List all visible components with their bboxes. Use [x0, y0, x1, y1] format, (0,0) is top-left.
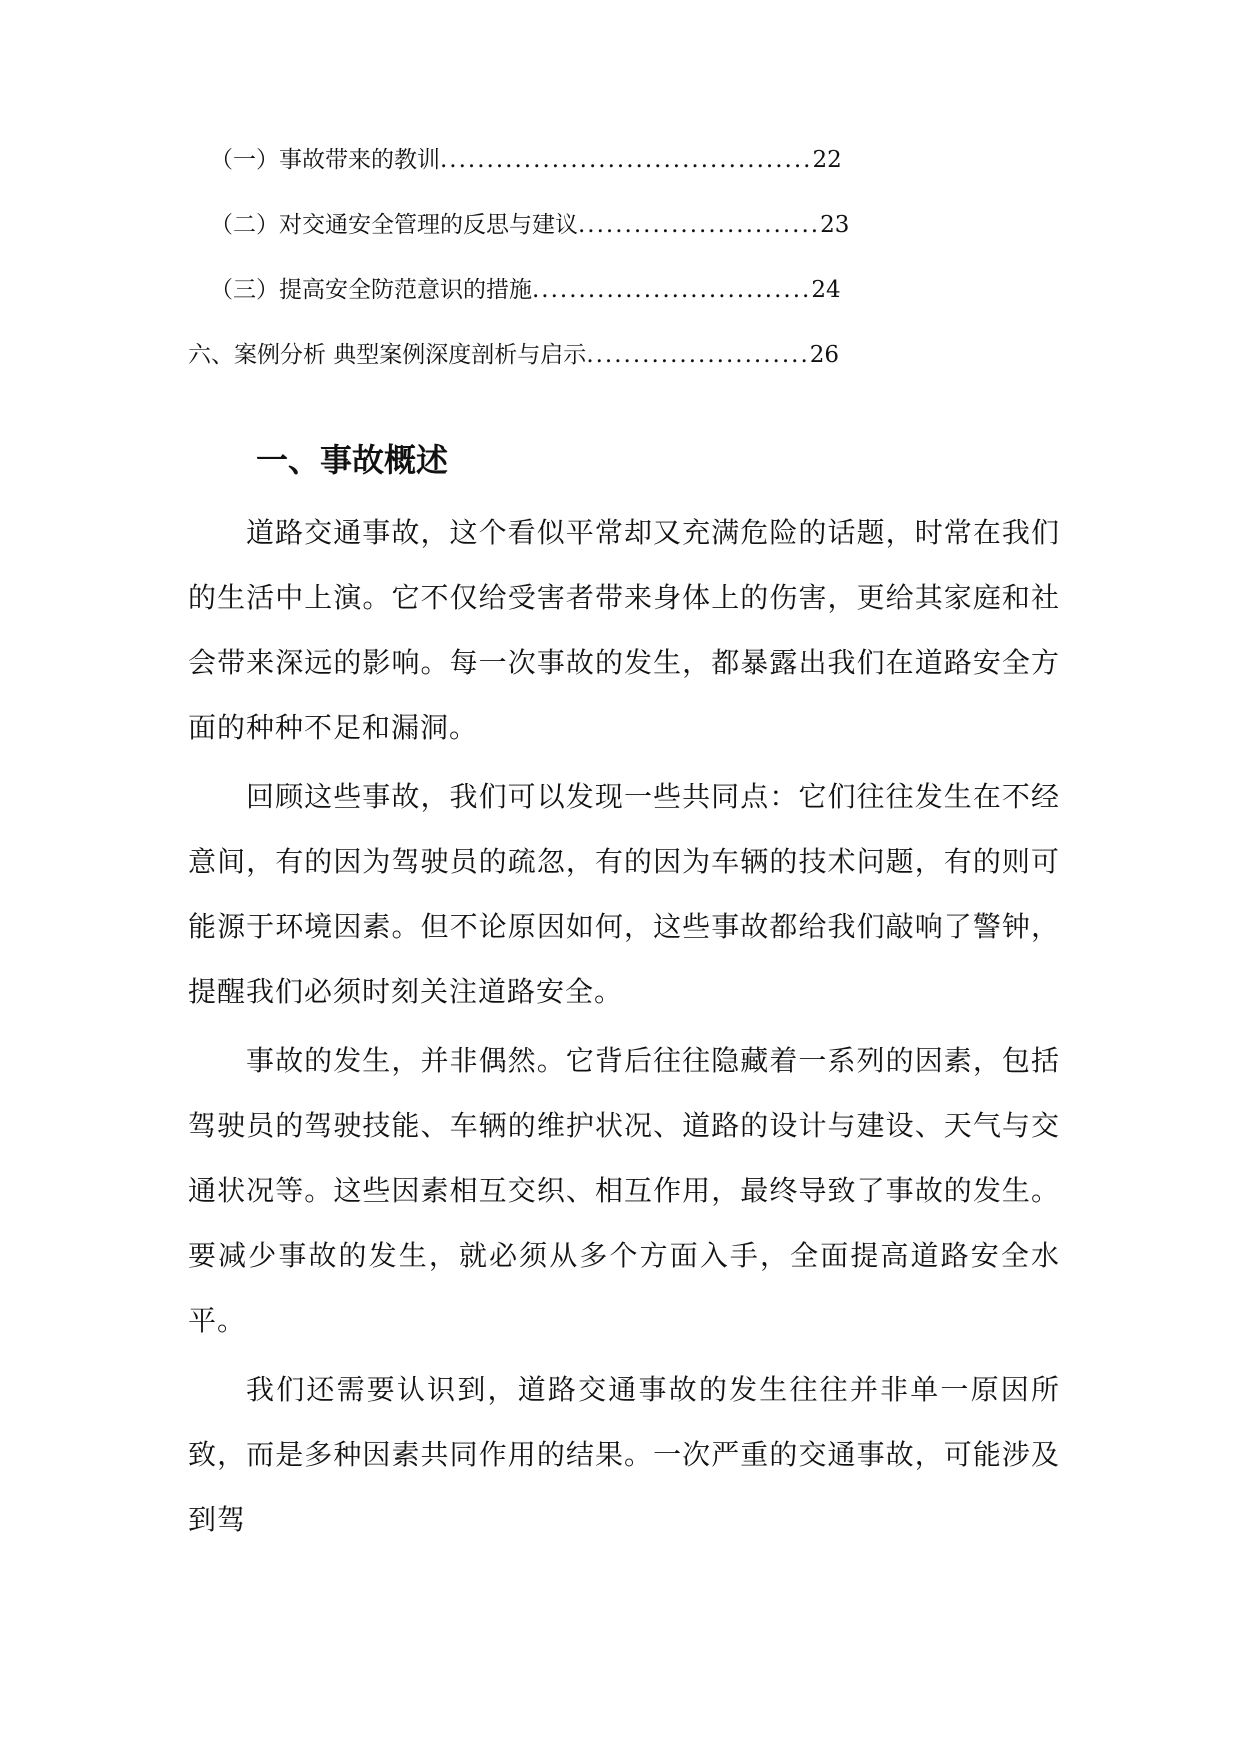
toc-page-number: 26	[809, 342, 840, 368]
section-heading: 一、事故概述	[256, 441, 449, 479]
body-paragraph: 事故的发生，并非偶然。它背后往往隐藏着一系列的因素，包括驾驶员的驾驶技能、车辆的维护状况、道路的设计与建设、天气与交通状况等。这些因素相互交织、相互作用，最终导致了事故的发生。要减少事故的发生，就必须从多个方面入手，全面提高道路安全水平。	[188, 1044, 1060, 1337]
toc-item[interactable]	[188, 210, 968, 275]
toc-page-number: 22	[812, 147, 842, 173]
toc-item-label: （一）事故带来的教训	[210, 147, 440, 173]
section-body	[188, 500, 1060, 1556]
table-of-contents	[188, 145, 968, 405]
body-paragraph: 回顾这些事故，我们可以发现一些共同点：它们往往发生在不经意间，有的因为驾驶员的疏忽，有的因为车辆的技术问题，有的则可能源于环境因素。但不论原因如何，这些事故都给我们敲响了警钟，提醒我们必须时刻关注道路安全。	[188, 780, 1060, 1008]
toc-item[interactable]	[188, 145, 968, 210]
toc-item-label: （三）提高安全防范意识的措施	[210, 277, 532, 303]
toc-leader: ........................................	[440, 147, 813, 173]
toc-page-number: 23	[820, 212, 850, 238]
body-paragraph: 道路交通事故，这个看似平常却又充满危险的话题，时常在我们的生活中上演。它不仅给受害者带来身体上的伤害，更给其家庭和社会带来深远的影响。每一次事故的发生，都暴露出我们在道路安全方面的种种不足和漏洞。	[188, 516, 1060, 744]
toc-leader: ..............................	[532, 277, 812, 303]
toc-item-label: （二）对交通安全管理的反思与建议	[210, 212, 578, 238]
toc-page-number: 24	[811, 277, 841, 303]
toc-item[interactable]	[188, 340, 968, 405]
body-paragraph: 我们还需要认识到，道路交通事故的发生往往并非单一原因所致，而是多种因素共同作用的结果。一次严重的交通事故，可能涉及到驾	[188, 1373, 1060, 1536]
toc-item-label: 六、案例分析 典型案例深度剖析与启示	[188, 342, 587, 368]
toc-leader: ........................	[586, 342, 810, 368]
toc-leader: ..........................	[578, 212, 821, 238]
toc-item[interactable]	[188, 275, 968, 340]
